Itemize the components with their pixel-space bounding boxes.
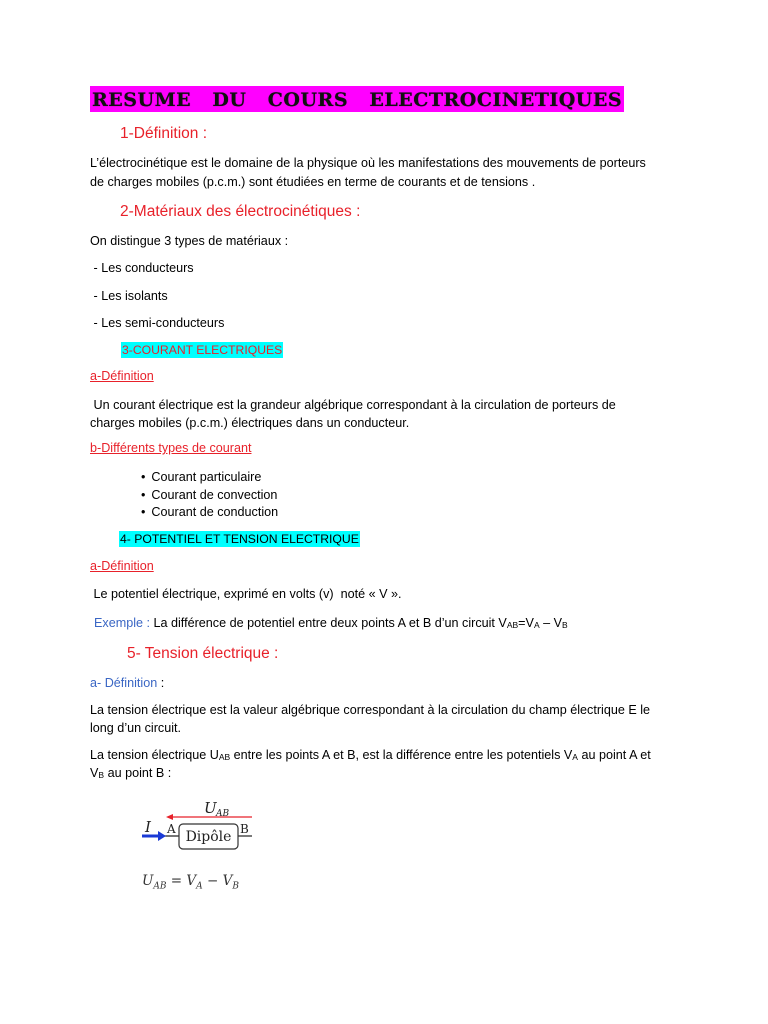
formula-part: = V xyxy=(166,873,197,889)
subscript: A xyxy=(572,752,578,762)
example-line xyxy=(94,614,568,634)
text-run: au point B : xyxy=(104,766,172,780)
page-title: RESUME DU COURS ELECTROCINETIQUES xyxy=(90,86,624,112)
text-run: entre les points A et B, est la différence entre les potentiels V xyxy=(230,748,573,762)
subscript: B xyxy=(562,620,568,630)
voltage-label: U xyxy=(204,799,217,817)
subheading-definition: a-Définition xyxy=(90,559,154,573)
example-text: – V xyxy=(539,616,563,630)
dipole-diagram xyxy=(130,795,280,860)
paragraph-line: La tension électrique est la valeur algébrique correspondant à la circulation du champ électrique E le xyxy=(90,703,651,717)
paragraph-line: de charges mobiles (p.c.m.) sont étudiées en terme de courants et de tensions . xyxy=(90,175,536,189)
section-heading-materials: 2-Matériaux des électrocinétiques : xyxy=(120,203,361,220)
paragraph-line xyxy=(90,746,651,766)
bullet-item: • Courant particulaire xyxy=(141,468,261,486)
paragraph-line: On distingue 3 types de matériaux : xyxy=(90,234,289,248)
current-label: I xyxy=(145,818,151,836)
subheading-definition: a-Définition xyxy=(90,369,154,383)
formula-subscript: B xyxy=(232,881,239,892)
paragraph-line: long d’un circuit. xyxy=(90,721,182,735)
section-heading-current: 3-COURANT ELECTRIQUES xyxy=(122,343,283,357)
dipole-label: Dipôle xyxy=(185,829,232,845)
section-heading-definition: 1-Définition : xyxy=(120,125,208,142)
text-run: au point A et xyxy=(577,748,651,762)
formula-part: U xyxy=(142,873,154,889)
example-label: Exemple : xyxy=(94,616,150,630)
subscript: AB xyxy=(218,752,231,762)
text-run: La tension électrique U xyxy=(90,748,219,762)
paragraph-line: Un courant électrique est la grandeur algébrique correspondant à la circulation de porteurs de xyxy=(90,398,616,412)
paragraph-line: Le potentiel électrique, exprimé en volts (v) noté « V ». xyxy=(90,587,402,601)
text-run: V xyxy=(90,766,99,780)
paragraph-line: L’électrocinétique est le domaine de la physique où les manifestations des mouvements de porteurs xyxy=(90,156,646,170)
paragraph-line: charges mobiles (p.c.m.) électriques dans un conducteur. xyxy=(90,416,410,430)
formula-subscript: AB xyxy=(153,881,167,892)
paragraph-line xyxy=(90,764,171,784)
subheading-definition: a- Définition xyxy=(90,676,158,690)
example-text: =V xyxy=(518,616,534,630)
list-item: - Les isolants xyxy=(90,289,168,303)
current-arrowhead xyxy=(158,831,166,841)
voltage-formula xyxy=(142,873,239,892)
list-item: - Les conducteurs xyxy=(90,261,194,275)
node-b-label: B xyxy=(240,822,249,836)
subheading-definition-line xyxy=(90,674,164,692)
subscript: AB xyxy=(506,620,519,630)
section-heading-potential: 4- POTENTIEL ET TENSION ELECTRIQUE xyxy=(120,532,359,546)
voltage-arrowhead xyxy=(166,814,173,820)
list-item: - Les semi-conducteurs xyxy=(90,316,225,330)
formula-subscript: A xyxy=(196,881,203,892)
subscript: B xyxy=(98,770,105,780)
colon-text: : xyxy=(157,676,165,690)
section-heading-voltage: 5- Tension électrique : xyxy=(127,645,279,662)
formula-part: − V xyxy=(202,873,233,889)
node-a-label: A xyxy=(167,822,176,836)
voltage-subscript: AB xyxy=(216,809,230,819)
subheading-current-types: b-Différents types de courant xyxy=(90,441,252,455)
bullet-item: • Courant de conduction xyxy=(141,503,278,521)
example-text: La différence de potentiel entre deux points A et B d’un circuit V xyxy=(150,616,507,630)
subscript: A xyxy=(533,620,540,630)
bullet-item: • Courant de convection xyxy=(141,486,277,504)
